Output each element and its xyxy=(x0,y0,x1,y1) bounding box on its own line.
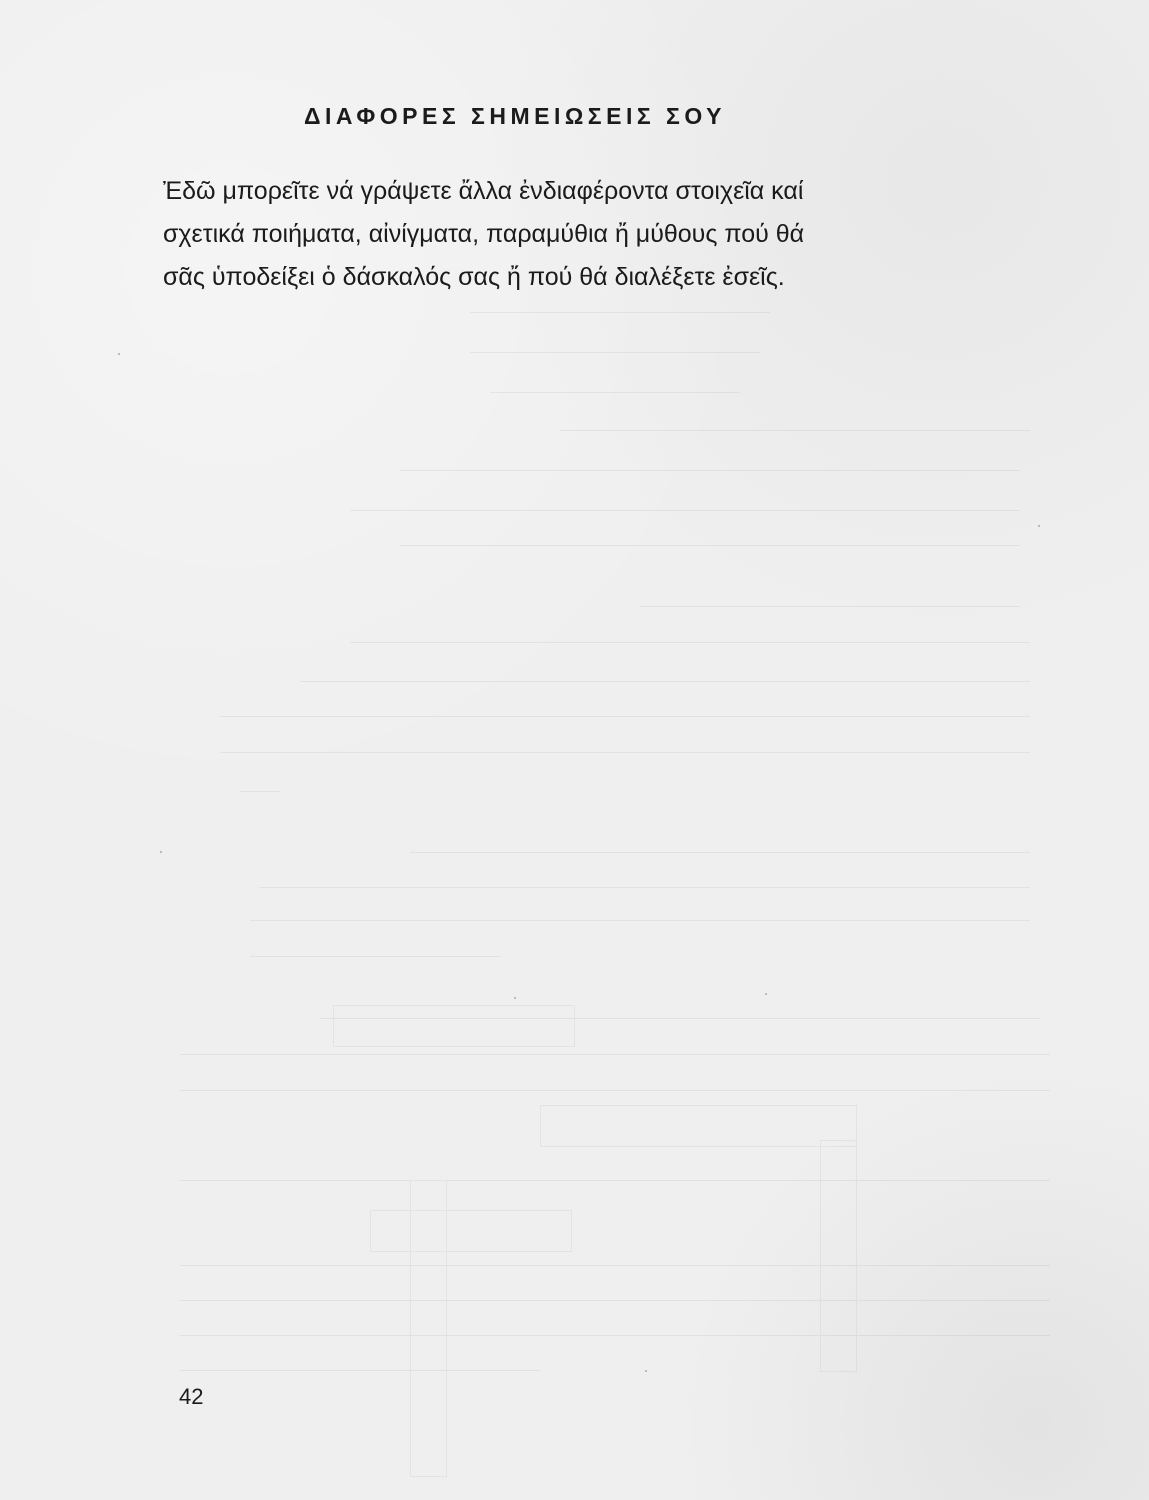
bleed-line xyxy=(300,681,1030,682)
bleed-line xyxy=(240,791,280,792)
bleed-line xyxy=(180,1300,1050,1301)
bleed-line xyxy=(320,1018,1040,1019)
paper-speck xyxy=(514,997,516,999)
bleed-line xyxy=(350,510,1020,511)
bleed-line xyxy=(250,920,1030,921)
bleed-line xyxy=(560,430,1030,431)
paper-speck xyxy=(645,1370,647,1372)
bleed-line xyxy=(220,716,1030,717)
bleed-line xyxy=(180,1335,1050,1336)
bleed-grid-box xyxy=(333,1005,575,1047)
bleed-grid-box xyxy=(540,1105,857,1147)
bleed-grid-box xyxy=(820,1140,857,1372)
page-number: 42 xyxy=(179,1384,204,1409)
instruction-paragraph xyxy=(163,170,1043,299)
instruction-line-2: σχετικά ποιήματα, αἰνίγματα, παραμύθια ἤ μύθους πού θά xyxy=(163,220,805,248)
bleed-line xyxy=(180,1370,540,1371)
bleed-grid-box xyxy=(370,1210,572,1252)
bleed-line xyxy=(260,887,1030,888)
instruction-line-1: Ἐδῶ μπορεῖτε νά γράψετε ἄλλα ἐνδιαφέροντα στοιχεῖα καί xyxy=(163,177,804,205)
bleed-line xyxy=(410,852,1030,853)
bleed-line xyxy=(470,352,760,353)
bleed-line xyxy=(180,1054,1050,1055)
instruction-line-3: σᾶς ὑποδείξει ὁ δάσκαλός σας ἤ πού θά διαλέξετε ἐσεῖς. xyxy=(163,263,785,291)
bleed-line xyxy=(350,642,1030,643)
paper-speck xyxy=(1038,525,1040,527)
bleed-line xyxy=(640,606,1020,607)
bleed-line xyxy=(470,312,770,313)
bleed-line xyxy=(220,752,1030,753)
bleed-line xyxy=(400,470,1020,471)
paper-speck xyxy=(118,353,120,355)
bleed-line xyxy=(400,545,1020,546)
bleed-grid-box xyxy=(410,1180,447,1477)
paper-speck xyxy=(765,993,767,995)
page-heading: ΔΙΑΦΟΡΕΣ ΣΗΜΕΙΩΣΕΙΣ ΣΟΥ xyxy=(304,103,726,129)
paper-speck xyxy=(160,851,162,853)
bleed-line xyxy=(250,956,500,957)
bleed-line xyxy=(490,392,740,393)
bleed-line xyxy=(180,1090,1050,1091)
bleed-line xyxy=(180,1265,1050,1266)
bleed-line xyxy=(180,1180,1050,1181)
